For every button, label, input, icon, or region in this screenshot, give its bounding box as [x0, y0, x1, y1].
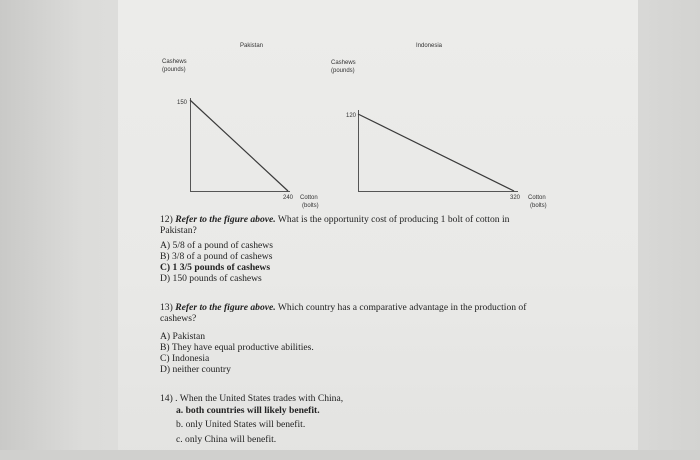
indonesia-x-label-2: (bolts) — [530, 203, 547, 209]
indonesia-title: Indonesia — [416, 43, 443, 49]
pakistan-ppf-line — [190, 100, 288, 191]
indonesia-ppf-line — [358, 114, 514, 191]
pakistan-y-label-2: (pounds) — [162, 67, 186, 73]
indonesia-y-label-2: (pounds) — [331, 68, 355, 74]
q12-number: 12) — [160, 214, 173, 225]
question-12 — [160, 214, 590, 236]
q12-text-2: Pakistan? — [160, 225, 197, 236]
q13-text-1: Which country has a comparative advantage in the production of — [275, 302, 527, 313]
q12-option-c[interactable]: C) 1 3/5 pounds of cashews — [160, 262, 271, 273]
q12-text-1: What is the opportunity cost of producing 1 bolt of cotton in — [275, 214, 510, 225]
q12-option-d[interactable]: D) 150 pounds of cashews — [160, 273, 262, 284]
question-14: 14) . When the United States trades with China, — [160, 393, 344, 404]
q13-option-a[interactable]: A) Pakistan — [160, 331, 206, 342]
q12-option-a[interactable]: A) 5/8 of a pound of cashews — [160, 240, 273, 251]
q14-option-c[interactable]: c. only China will benefit. — [176, 434, 277, 445]
indonesia-y-label-1: Cashews — [331, 60, 356, 66]
pakistan-y-intercept: 150 — [177, 100, 188, 106]
pakistan-x-label-2: (bolts) — [302, 203, 319, 209]
indonesia-x-intercept: 320 — [510, 195, 521, 201]
pakistan-title: Pakistan — [240, 43, 264, 49]
indonesia-y-intercept: 120 — [346, 113, 357, 119]
q13-number: 13) — [160, 302, 173, 313]
q13-option-c[interactable]: C) Indonesia — [160, 353, 210, 364]
q12-option-b[interactable]: B) 3/8 of a pound of cashews — [160, 251, 273, 262]
question-13 — [160, 302, 590, 324]
q13-option-b[interactable]: B) They have equal productive abilities. — [160, 342, 314, 353]
q13-option-d[interactable]: D) neither country — [160, 364, 231, 375]
bottom-edge — [0, 450, 700, 460]
pakistan-x-label-1: Cotton — [300, 195, 318, 201]
indonesia-x-label-1: Cotton — [528, 195, 546, 201]
q13-lead: Refer to the figure above. — [175, 302, 276, 313]
q13-text-2: cashews? — [160, 313, 197, 324]
q14-option-a[interactable]: a. both countries will likely benefit. — [176, 405, 320, 416]
q14-option-b[interactable]: b. only United States will benefit. — [176, 419, 306, 430]
pakistan-y-label-1: Cashews — [162, 59, 187, 65]
q12-lead: Refer to the figure above. — [175, 214, 276, 225]
pakistan-x-intercept: 240 — [283, 195, 294, 201]
